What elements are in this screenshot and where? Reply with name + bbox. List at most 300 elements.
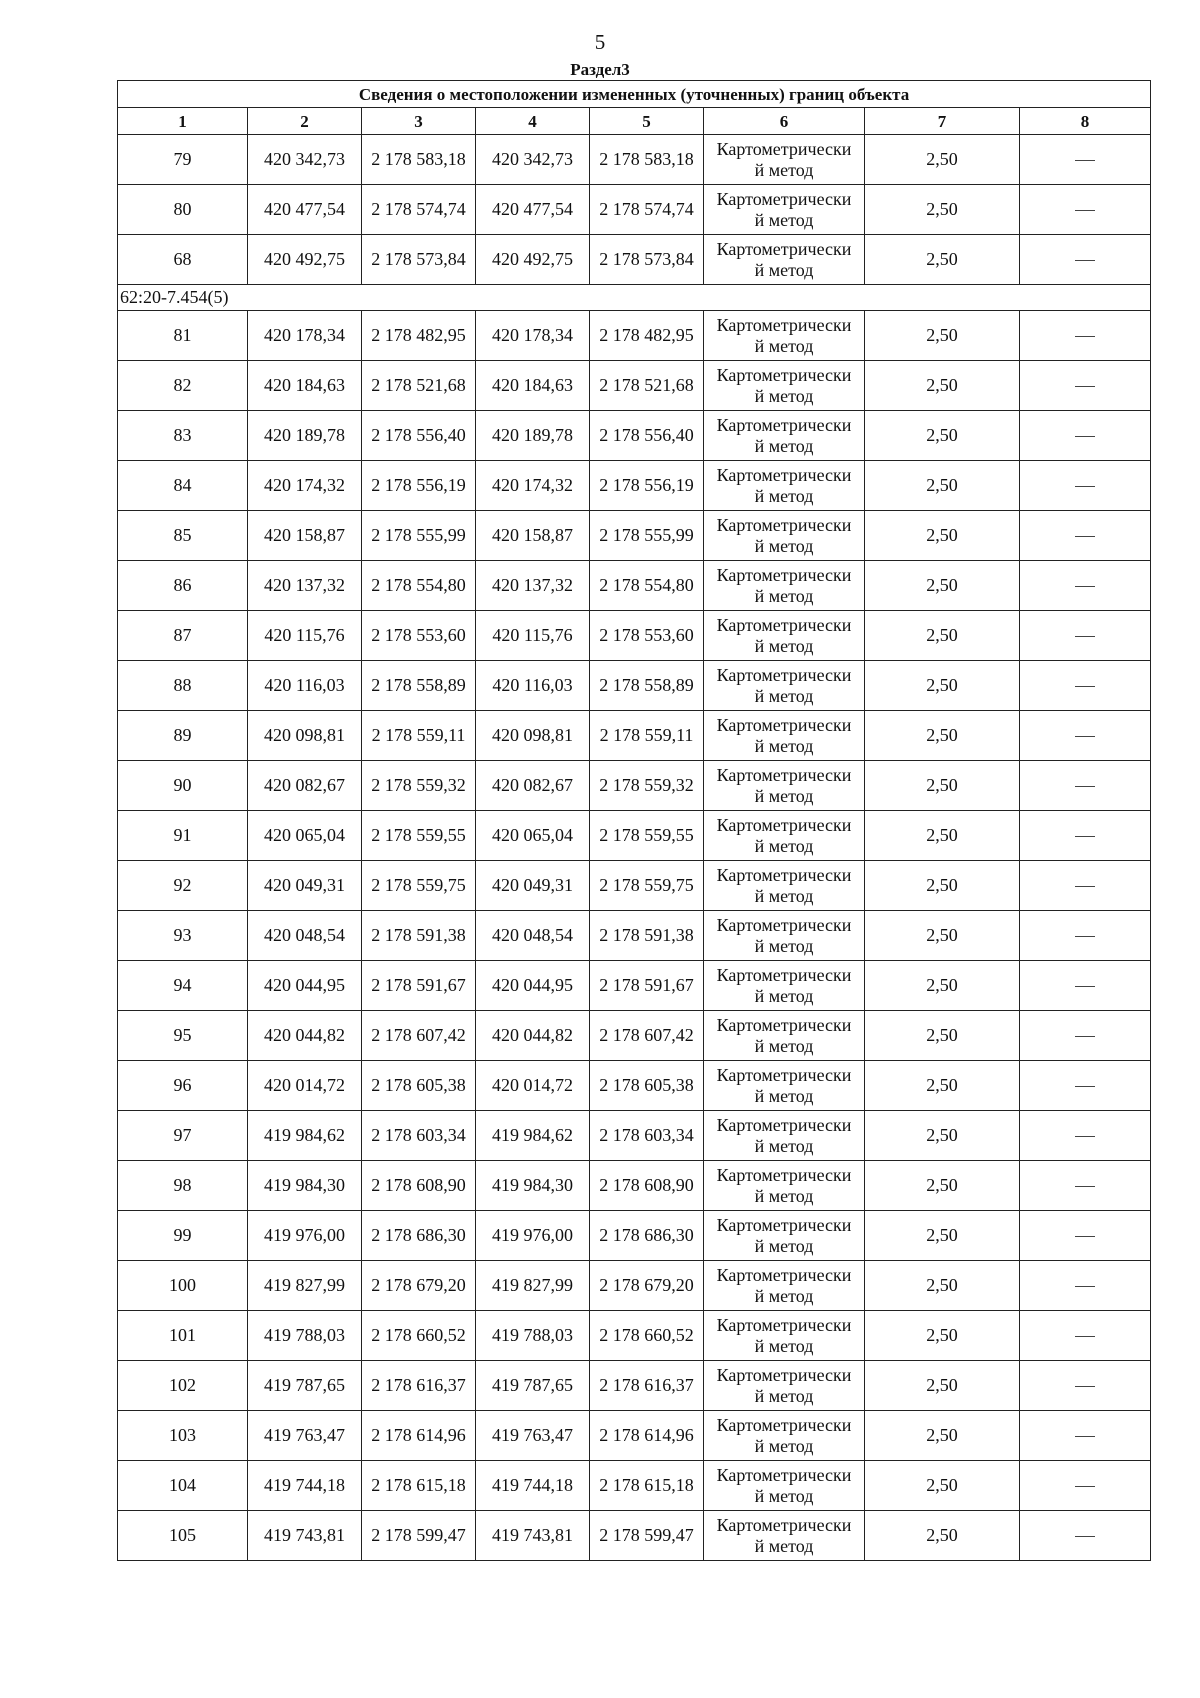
method-text-line2: й метод: [754, 159, 814, 180]
empty-value-cell: [1020, 511, 1151, 561]
table-caption: Сведения о местоположении измененных (уточненных) границ объекта: [118, 81, 1151, 108]
accuracy-cell: 2,50: [865, 135, 1020, 185]
x-new-coordinate-cell: 420 174,32: [476, 461, 590, 511]
point-number-cell: 86: [118, 561, 248, 611]
dash-icon: [1075, 786, 1095, 787]
point-number-cell: 82: [118, 361, 248, 411]
x-new-coordinate-cell: 420 342,73: [476, 135, 590, 185]
method-text-line1: Картометрически: [716, 1414, 852, 1435]
dash-icon: [1075, 1086, 1095, 1087]
column-header: 7: [865, 108, 1020, 135]
y-new-coordinate-cell: 2 178 555,99: [590, 511, 704, 561]
x-new-coordinate-cell: 420 044,82: [476, 1011, 590, 1061]
y-coordinate-cell: 2 178 559,75: [362, 861, 476, 911]
empty-value-cell: [1020, 1161, 1151, 1211]
method-text-line2: й метод: [754, 1435, 814, 1456]
y-coordinate-cell: 2 178 591,67: [362, 961, 476, 1011]
method-text-line2: й метод: [754, 785, 814, 806]
method-text-line2: й метод: [754, 259, 814, 280]
dash-icon: [1075, 1486, 1095, 1487]
table-row: [118, 1211, 1151, 1261]
empty-value-cell: [1020, 711, 1151, 761]
x-coordinate-cell: 420 049,31: [248, 861, 362, 911]
x-new-coordinate-cell: 419 827,99: [476, 1261, 590, 1311]
x-new-coordinate-cell: 420 158,87: [476, 511, 590, 561]
method-text-line1: Картометрически: [716, 1314, 852, 1335]
x-coordinate-cell: 420 014,72: [248, 1061, 362, 1111]
dash-icon: [1075, 1036, 1095, 1037]
x-coordinate-cell: 420 098,81: [248, 711, 362, 761]
x-new-coordinate-cell: 419 976,00: [476, 1211, 590, 1261]
y-coordinate-cell: 2 178 558,89: [362, 661, 476, 711]
y-coordinate-cell: 2 178 599,47: [362, 1511, 476, 1561]
accuracy-cell: 2,50: [865, 1011, 1020, 1061]
method-cell: [704, 1361, 865, 1411]
table-row: [118, 311, 1151, 361]
empty-value-cell: [1020, 1061, 1151, 1111]
dash-icon: [1075, 1186, 1095, 1187]
dash-icon: [1075, 536, 1095, 537]
point-number-cell: 102: [118, 1361, 248, 1411]
x-new-coordinate-cell: 420 178,34: [476, 311, 590, 361]
accuracy-cell: 2,50: [865, 1161, 1020, 1211]
dash-icon: [1075, 936, 1095, 937]
x-coordinate-cell: 420 477,54: [248, 185, 362, 235]
table-row: [118, 611, 1151, 661]
x-coordinate-cell: 420 137,32: [248, 561, 362, 611]
y-new-coordinate-cell: 2 178 556,40: [590, 411, 704, 461]
method-text-line1: Картометрически: [716, 314, 852, 335]
x-coordinate-cell: 420 492,75: [248, 235, 362, 285]
method-cell: [704, 961, 865, 1011]
dash-icon: [1075, 886, 1095, 887]
method-text-line2: й метод: [754, 835, 814, 856]
table-row: [118, 711, 1151, 761]
y-coordinate-cell: 2 178 559,55: [362, 811, 476, 861]
x-new-coordinate-cell: 420 049,31: [476, 861, 590, 911]
table-row: [118, 811, 1151, 861]
point-number-cell: 87: [118, 611, 248, 661]
method-cell: [704, 661, 865, 711]
y-new-coordinate-cell: 2 178 559,55: [590, 811, 704, 861]
dash-icon: [1075, 386, 1095, 387]
method-text-line1: Картометрически: [716, 1364, 852, 1385]
y-coordinate-cell: 2 178 559,32: [362, 761, 476, 811]
y-coordinate-cell: 2 178 615,18: [362, 1461, 476, 1511]
dash-icon: [1075, 986, 1095, 987]
accuracy-cell: 2,50: [865, 1511, 1020, 1561]
empty-value-cell: [1020, 235, 1151, 285]
parcel-number: 62:20-7.454(5): [118, 285, 1151, 311]
method-text-line2: й метод: [754, 335, 814, 356]
x-coordinate-cell: 419 763,47: [248, 1411, 362, 1461]
table-row: [118, 235, 1151, 285]
x-new-coordinate-cell: 420 014,72: [476, 1061, 590, 1111]
method-text-line2: й метод: [754, 885, 814, 906]
method-cell: [704, 1261, 865, 1311]
accuracy-cell: 2,50: [865, 1261, 1020, 1311]
x-coordinate-cell: 420 174,32: [248, 461, 362, 511]
y-coordinate-cell: 2 178 583,18: [362, 135, 476, 185]
dash-icon: [1075, 736, 1095, 737]
accuracy-cell: 2,50: [865, 411, 1020, 461]
column-header: 2: [248, 108, 362, 135]
y-new-coordinate-cell: 2 178 679,20: [590, 1261, 704, 1311]
y-new-coordinate-cell: 2 178 591,38: [590, 911, 704, 961]
dash-icon: [1075, 436, 1095, 437]
x-new-coordinate-cell: 420 115,76: [476, 611, 590, 661]
point-number-cell: 81: [118, 311, 248, 361]
y-new-coordinate-cell: 2 178 603,34: [590, 1111, 704, 1161]
method-text-line2: й метод: [754, 985, 814, 1006]
y-coordinate-cell: 2 178 555,99: [362, 511, 476, 561]
x-coordinate-cell: 419 787,65: [248, 1361, 362, 1411]
x-coordinate-cell: 420 158,87: [248, 511, 362, 561]
column-header: 4: [476, 108, 590, 135]
point-number-cell: 84: [118, 461, 248, 511]
accuracy-cell: 2,50: [865, 611, 1020, 661]
table-row: [118, 1361, 1151, 1411]
method-text-line1: Картометрически: [716, 864, 852, 885]
empty-value-cell: [1020, 1011, 1151, 1061]
table-row: [118, 561, 1151, 611]
y-new-coordinate-cell: 2 178 559,75: [590, 861, 704, 911]
x-coordinate-cell: 419 827,99: [248, 1261, 362, 1311]
method-cell: [704, 711, 865, 761]
method-text-line2: й метод: [754, 935, 814, 956]
empty-value-cell: [1020, 361, 1151, 411]
y-new-coordinate-cell: 2 178 559,32: [590, 761, 704, 811]
empty-value-cell: [1020, 1461, 1151, 1511]
table-row: [118, 1011, 1151, 1061]
point-number-cell: 83: [118, 411, 248, 461]
accuracy-cell: 2,50: [865, 1461, 1020, 1511]
method-cell: [704, 1511, 865, 1561]
y-coordinate-cell: 2 178 616,37: [362, 1361, 476, 1411]
empty-value-cell: [1020, 185, 1151, 235]
x-coordinate-cell: 419 744,18: [248, 1461, 362, 1511]
accuracy-cell: 2,50: [865, 1211, 1020, 1261]
empty-value-cell: [1020, 1261, 1151, 1311]
x-new-coordinate-cell: 420 492,75: [476, 235, 590, 285]
table-row: [118, 961, 1151, 1011]
table-row: [118, 1111, 1151, 1161]
y-coordinate-cell: 2 178 521,68: [362, 361, 476, 411]
dash-icon: [1075, 1386, 1095, 1387]
point-number-cell: 97: [118, 1111, 248, 1161]
accuracy-cell: 2,50: [865, 311, 1020, 361]
x-coordinate-cell: 420 342,73: [248, 135, 362, 185]
method-text-line2: й метод: [754, 1235, 814, 1256]
accuracy-cell: 2,50: [865, 1361, 1020, 1411]
y-coordinate-cell: 2 178 686,30: [362, 1211, 476, 1261]
method-cell: [704, 135, 865, 185]
method-text-line1: Картометрически: [716, 1064, 852, 1085]
dash-icon: [1075, 210, 1095, 211]
point-number-cell: 98: [118, 1161, 248, 1211]
method-text-line2: й метод: [754, 209, 814, 230]
point-number-cell: 94: [118, 961, 248, 1011]
method-text-line2: й метод: [754, 485, 814, 506]
point-number-cell: 103: [118, 1411, 248, 1461]
column-header: 3: [362, 108, 476, 135]
y-coordinate-cell: 2 178 554,80: [362, 561, 476, 611]
table-row: [118, 1061, 1151, 1111]
method-text-line1: Картометрически: [716, 414, 852, 435]
point-number-cell: 93: [118, 911, 248, 961]
method-text-line1: Картометрически: [716, 138, 852, 159]
point-number-cell: 90: [118, 761, 248, 811]
table-row: [118, 1261, 1151, 1311]
method-text-line1: Картометрически: [716, 188, 852, 209]
point-number-cell: 89: [118, 711, 248, 761]
point-number-cell: 85: [118, 511, 248, 561]
table-row: [118, 761, 1151, 811]
accuracy-cell: 2,50: [865, 911, 1020, 961]
method-text-line2: й метод: [754, 1085, 814, 1106]
dash-icon: [1075, 160, 1095, 161]
accuracy-cell: 2,50: [865, 1111, 1020, 1161]
method-cell: [704, 1011, 865, 1061]
table-row: [118, 135, 1151, 185]
method-text-line1: Картометрически: [716, 564, 852, 585]
table-row: [118, 911, 1151, 961]
empty-value-cell: [1020, 1411, 1151, 1461]
accuracy-cell: 2,50: [865, 961, 1020, 1011]
empty-value-cell: [1020, 661, 1151, 711]
point-number-cell: 95: [118, 1011, 248, 1061]
empty-value-cell: [1020, 961, 1151, 1011]
y-new-coordinate-cell: 2 178 660,52: [590, 1311, 704, 1361]
dash-icon: [1075, 1436, 1095, 1437]
dash-icon: [1075, 1536, 1095, 1537]
method-text-line1: Картометрически: [716, 364, 852, 385]
method-text-line1: Картометрически: [716, 514, 852, 535]
method-cell: [704, 235, 865, 285]
dash-icon: [1075, 586, 1095, 587]
empty-value-cell: [1020, 911, 1151, 961]
x-new-coordinate-cell: 419 788,03: [476, 1311, 590, 1361]
x-new-coordinate-cell: 420 477,54: [476, 185, 590, 235]
accuracy-cell: 2,50: [865, 511, 1020, 561]
y-new-coordinate-cell: 2 178 614,96: [590, 1411, 704, 1461]
method-cell: [704, 1211, 865, 1261]
x-new-coordinate-cell: 420 137,32: [476, 561, 590, 611]
y-new-coordinate-cell: 2 178 558,89: [590, 661, 704, 711]
table-caption-row: [118, 81, 1151, 108]
section-title: Раздел3: [570, 60, 630, 79]
table-body: [118, 81, 1151, 1561]
dash-icon: [1075, 836, 1095, 837]
method-text-line1: Картометрически: [716, 238, 852, 259]
column-header: 6: [704, 108, 865, 135]
y-coordinate-cell: 2 178 679,20: [362, 1261, 476, 1311]
method-cell: [704, 861, 865, 911]
dash-icon: [1075, 1336, 1095, 1337]
x-coordinate-cell: 420 178,34: [248, 311, 362, 361]
x-coordinate-cell: 420 082,67: [248, 761, 362, 811]
method-cell: [704, 561, 865, 611]
empty-value-cell: [1020, 1361, 1151, 1411]
y-new-coordinate-cell: 2 178 521,68: [590, 361, 704, 411]
x-coordinate-cell: 420 184,63: [248, 361, 362, 411]
x-coordinate-cell: 420 044,95: [248, 961, 362, 1011]
empty-value-cell: [1020, 1311, 1151, 1361]
method-cell: [704, 1311, 865, 1361]
method-text-line1: Картометрически: [716, 1114, 852, 1135]
empty-value-cell: [1020, 311, 1151, 361]
y-new-coordinate-cell: 2 178 599,47: [590, 1511, 704, 1561]
point-number-cell: 101: [118, 1311, 248, 1361]
accuracy-cell: 2,50: [865, 1311, 1020, 1361]
y-coordinate-cell: 2 178 608,90: [362, 1161, 476, 1211]
empty-value-cell: [1020, 411, 1151, 461]
empty-value-cell: [1020, 611, 1151, 661]
table-row: [118, 185, 1151, 235]
y-coordinate-cell: 2 178 591,38: [362, 911, 476, 961]
method-text-line2: й метод: [754, 1385, 814, 1406]
method-text-line1: Картометрически: [716, 814, 852, 835]
method-text-line1: Картометрически: [716, 1264, 852, 1285]
empty-value-cell: [1020, 811, 1151, 861]
point-number-cell: 88: [118, 661, 248, 711]
point-number-cell: 68: [118, 235, 248, 285]
accuracy-cell: 2,50: [865, 561, 1020, 611]
y-coordinate-cell: 2 178 559,11: [362, 711, 476, 761]
method-text-line1: Картометрически: [716, 714, 852, 735]
empty-value-cell: [1020, 1111, 1151, 1161]
method-text-line2: й метод: [754, 1485, 814, 1506]
x-coordinate-cell: 420 189,78: [248, 411, 362, 461]
method-text-line2: й метод: [754, 635, 814, 656]
x-coordinate-cell: 420 065,04: [248, 811, 362, 861]
y-new-coordinate-cell: 2 178 686,30: [590, 1211, 704, 1261]
method-text-line1: Картометрически: [716, 1214, 852, 1235]
method-cell: [704, 811, 865, 861]
y-new-coordinate-cell: 2 178 583,18: [590, 135, 704, 185]
y-new-coordinate-cell: 2 178 553,60: [590, 611, 704, 661]
boundary-coordinates-table: [117, 80, 1151, 1561]
column-header: 5: [590, 108, 704, 135]
x-new-coordinate-cell: 420 048,54: [476, 911, 590, 961]
accuracy-cell: 2,50: [865, 1061, 1020, 1111]
column-header: 8: [1020, 108, 1151, 135]
empty-value-cell: [1020, 761, 1151, 811]
y-coordinate-cell: 2 178 605,38: [362, 1061, 476, 1111]
x-coordinate-cell: 419 984,62: [248, 1111, 362, 1161]
empty-value-cell: [1020, 461, 1151, 511]
table-row: [118, 411, 1151, 461]
accuracy-cell: 2,50: [865, 711, 1020, 761]
method-text-line2: й метод: [754, 735, 814, 756]
x-new-coordinate-cell: 420 116,03: [476, 661, 590, 711]
method-text-line1: Картометрически: [716, 1464, 852, 1485]
method-text-line1: Картометрически: [716, 664, 852, 685]
table-row: [118, 1161, 1151, 1211]
point-number-cell: 105: [118, 1511, 248, 1561]
dash-icon: [1075, 636, 1095, 637]
parcel-group-row: [118, 285, 1151, 311]
dash-icon: [1075, 1286, 1095, 1287]
accuracy-cell: 2,50: [865, 1411, 1020, 1461]
y-coordinate-cell: 2 178 607,42: [362, 1011, 476, 1061]
y-new-coordinate-cell: 2 178 608,90: [590, 1161, 704, 1211]
empty-value-cell: [1020, 1211, 1151, 1261]
accuracy-cell: 2,50: [865, 185, 1020, 235]
x-coordinate-cell: 420 048,54: [248, 911, 362, 961]
point-number-cell: 92: [118, 861, 248, 911]
dash-icon: [1075, 260, 1095, 261]
method-cell: [704, 911, 865, 961]
method-text-line1: Картометрически: [716, 914, 852, 935]
method-text-line1: Картометрически: [716, 614, 852, 635]
y-new-coordinate-cell: 2 178 605,38: [590, 1061, 704, 1111]
method-text-line1: Картометрически: [716, 1514, 852, 1535]
empty-value-cell: [1020, 561, 1151, 611]
x-new-coordinate-cell: 420 098,81: [476, 711, 590, 761]
method-cell: [704, 1061, 865, 1111]
accuracy-cell: 2,50: [865, 361, 1020, 411]
x-new-coordinate-cell: 419 984,62: [476, 1111, 590, 1161]
y-coordinate-cell: 2 178 574,74: [362, 185, 476, 235]
method-text-line2: й метод: [754, 1285, 814, 1306]
empty-value-cell: [1020, 1511, 1151, 1561]
point-number-cell: 91: [118, 811, 248, 861]
x-new-coordinate-cell: 419 743,81: [476, 1511, 590, 1561]
point-number-cell: 100: [118, 1261, 248, 1311]
dash-icon: [1075, 1236, 1095, 1237]
x-new-coordinate-cell: 419 984,30: [476, 1161, 590, 1211]
point-number-cell: 80: [118, 185, 248, 235]
method-text-line2: й метод: [754, 685, 814, 706]
method-text-line2: й метод: [754, 1335, 814, 1356]
y-coordinate-cell: 2 178 660,52: [362, 1311, 476, 1361]
method-cell: [704, 461, 865, 511]
x-coordinate-cell: 420 115,76: [248, 611, 362, 661]
empty-value-cell: [1020, 135, 1151, 185]
method-cell: [704, 311, 865, 361]
x-new-coordinate-cell: 420 189,78: [476, 411, 590, 461]
y-new-coordinate-cell: 2 178 559,11: [590, 711, 704, 761]
x-coordinate-cell: 419 976,00: [248, 1211, 362, 1261]
dash-icon: [1075, 486, 1095, 487]
x-new-coordinate-cell: 420 065,04: [476, 811, 590, 861]
table-header-row: [118, 108, 1151, 135]
y-coordinate-cell: 2 178 553,60: [362, 611, 476, 661]
method-text-line2: й метод: [754, 435, 814, 456]
y-new-coordinate-cell: 2 178 607,42: [590, 1011, 704, 1061]
y-coordinate-cell: 2 178 603,34: [362, 1111, 476, 1161]
method-cell: [704, 611, 865, 661]
table-row: [118, 861, 1151, 911]
y-new-coordinate-cell: 2 178 591,67: [590, 961, 704, 1011]
accuracy-cell: 2,50: [865, 811, 1020, 861]
point-number-cell: 104: [118, 1461, 248, 1511]
method-text-line1: Картометрически: [716, 464, 852, 485]
x-coordinate-cell: 420 116,03: [248, 661, 362, 711]
method-text-line2: й метод: [754, 385, 814, 406]
method-cell: [704, 1161, 865, 1211]
method-cell: [704, 1111, 865, 1161]
y-new-coordinate-cell: 2 178 556,19: [590, 461, 704, 511]
table-row: [118, 1311, 1151, 1361]
x-coordinate-cell: 419 984,30: [248, 1161, 362, 1211]
method-cell: [704, 411, 865, 461]
method-cell: [704, 511, 865, 561]
method-text-line2: й метод: [754, 1185, 814, 1206]
point-number-cell: 99: [118, 1211, 248, 1261]
y-coordinate-cell: 2 178 482,95: [362, 311, 476, 361]
